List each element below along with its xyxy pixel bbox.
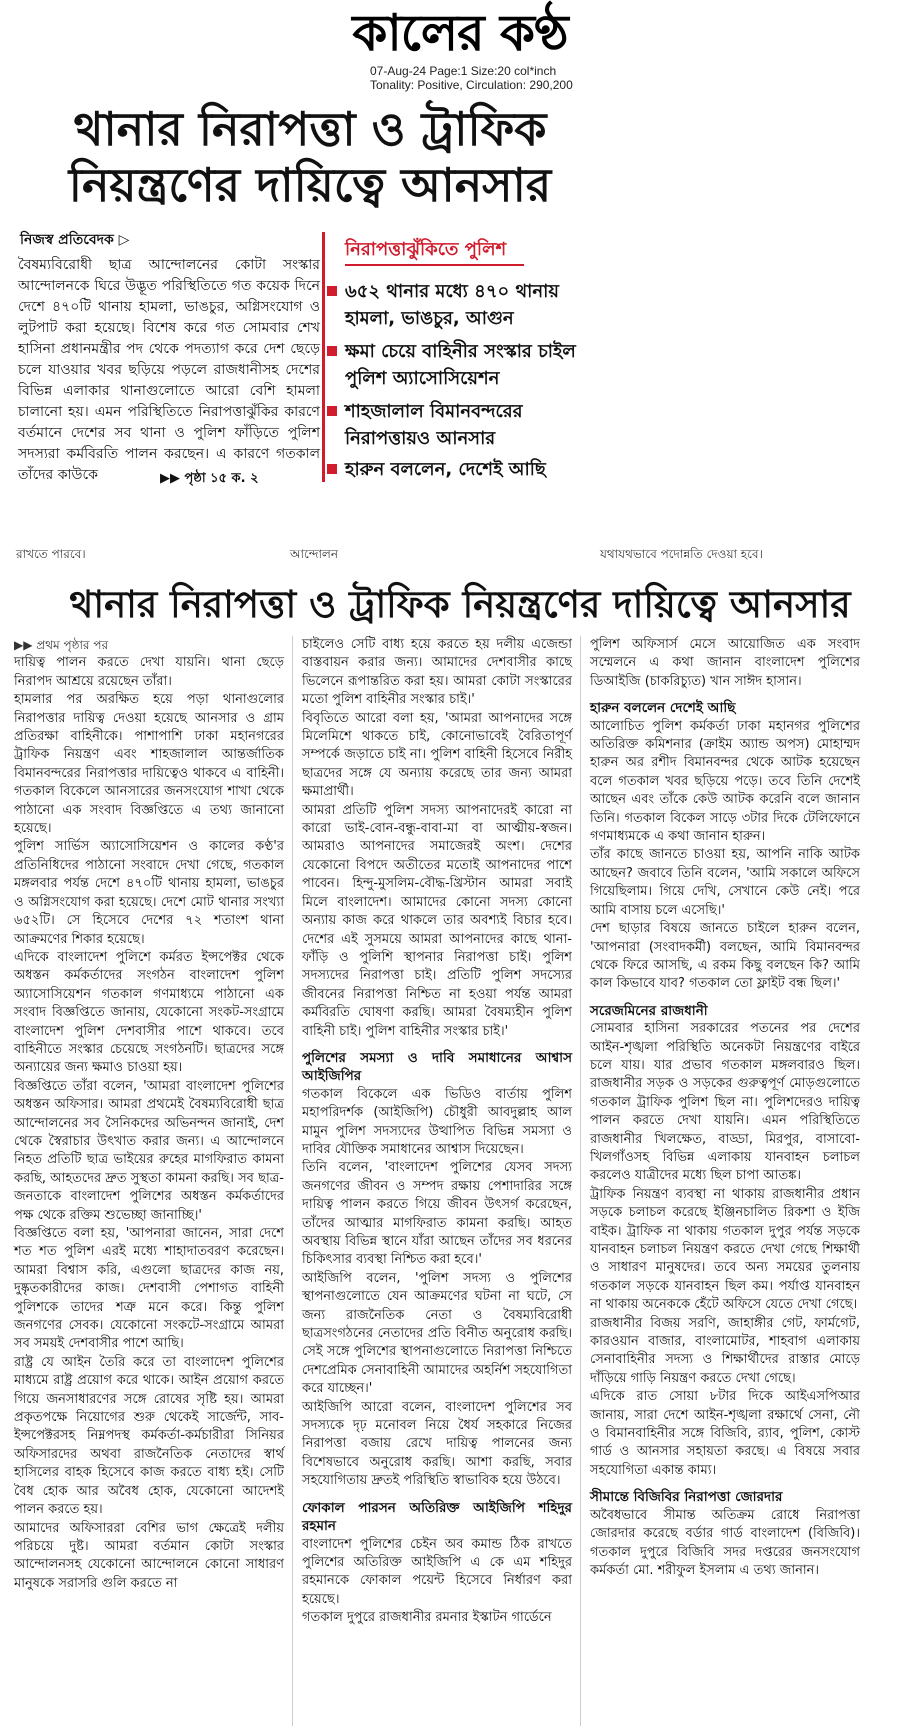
front-lead-text: বৈষম্যবিরোধী ছাত্র আন্দোলনের কোটা সংস্কার আন্দোলনকে ঘিরে উদ্ভূত পরিস্থিতিতে গত কয়েক দিনে দেশে ৪৭০টি থানায় হামলা, ভাঙচুর, অগ্নিসংযোগ ও লুটপাট করা হয়েছে। বিশেষ করে গত সোমবার শেখ হাসিনা প্রধানমন্ত্রীর পদ থেকে পদত্যাগ করে দেশ ছেড়ে চলে যাওয়ার খবর ছড়িয়ে পড়লে রাজধানীসহ দেশের বিভিন্ন এলাকার থানাগুলোতে আরো বেশি হামলা চালানো হয়। এমন পরিস্থিতিতে নিরাপত্তাঝুঁকির কারণে বর্তমানে দেশের সব থানা ও পুলিশ ফাঁড়িতে পুলিশ সদস্যরা কর্মবিরতি পালন করছেন। এ কারণে গতকাল তাঁদের কাউকে (18, 257, 320, 483)
paragraph: আলোচিত পুলিশ কর্মকর্তা ঢাকা মহানগর পুলিশের অতিরিক্ত কমিশনার (ক্রাইম অ্যান্ড অপস) মোহাম্মদ হারুন অর রশীদ বিমানবন্দর থেকে আটক হয়েছেন বলে গতকাল খবর ছড়িয়ে পড়ে। তবে তিনি দেশেই আছেন এবং তাঁকে কেউ আটক করেনি বলে জানান তিনি। গতকাল বিকেল সাড়ে ৩টার দিকে টেলিফোনে গণমাধ্যমকে এ কথা জানান হারুন। (590, 718, 860, 845)
paragraph: চাইলেও সেটি বাধ্য হয়ে করতে হয় দলীয় এজেন্ডা বাস্তবায়ন করার জন্য। আমাদের দেশবাসীর কাছে ভিলেনে রূপান্তরিত করা হয়। আমরা কোটা সংস্কারের মতো পুলিশ বাহিনীর সংস্কার চাই।' (302, 637, 572, 708)
highlight-bullet: শাহজালাল বিমানবন্দরের নিরাপত্তায়ও আনসার (345, 398, 595, 452)
paragraph: গতকাল দুপুরে রাজধানীর রমনার ইস্কাটন গার্ডেনে (302, 1610, 552, 1626)
paragraph: এদিকে বাংলাদেশ পুলিশে কর্মরত ইন্সপেক্টর থেকে অধস্তন কর্মকর্তাদের সংগঠন বাংলাদেশ পুলিশ অ্যাসোসিয়েশন গতকাল গণমাধ্যমে পাঠানো এক সংবাদ বিজ্ঞপ্তিতে জানায়, যেকোনো সংকট-সংগ্রামে বাংলাদেশ পুলিশ দেশবাসীর পাশে থাকবে। তবে বাহিনীতে সংস্কার চেয়েছে সংগঠনটি। ছাত্রদের সঙ্গে অন্যায়ের জন্য ক্ষমাও চাওয়া হয়। (14, 949, 284, 1076)
meta-line-2: Tonality: Positive, Circulation: 290,200 (370, 78, 573, 92)
paragraph: গতকাল বিকেলে এক ভিডিও বার্তায় পুলিশ মহাপরিদর্শক (আইজিপি) চৌধুরী আবদুল্লাহ আল মামুন পুলিশ সদস্যদের উত্থাপিত বিভিন্ন সমস্যা ও দাবির যৌক্তিক সমাধানের আশ্বাস দিয়েছেন। (302, 1086, 572, 1157)
paragraph: আইজিপি আরো বলেন, বাংলাদেশ পুলিশের সব সদস্যকে দৃঢ় মনোবল নিয়ে ধৈর্য সহকারে নিজের নিরাপত্তা বজায় রেখে দায়িত্ব পালনের জন্য বিশেষভাবে অনুরোধ করছি। আশা করছি, সবার সহযোগিতায় দ্রুতই পরিস্থিতি স্বাভাবিক হয়ে উঠবে। (302, 1399, 572, 1489)
reporter-byline: নিজস্ব প্রতিবেদক ▷ (20, 232, 130, 248)
cut-text-mid: আন্দোলন (290, 547, 339, 561)
front-headline-line-1: থানার নিরাপত্তা ও ট্রাফিক (73, 102, 547, 156)
subheading-focal-person: ফোকাল পারসন অতিরিক্ত আইজিপি শহিদুর রহমান (302, 1499, 572, 1535)
cut-text-left: রাখতে পারবে। (16, 547, 86, 561)
cut-text-right: যথাযথভাবে পদোন্নতি দেওয়া হবে। (600, 547, 763, 561)
column-divider (580, 636, 581, 1726)
paragraph: সোমবার হাসিনা সরকারের পতনের পর দেশের আইন-শৃঙ্খলা পরিস্থিতি অনেকটা নিয়ন্ত্রণের বাইরে চলে যায়। যার প্রভাব গতকাল মঙ্গলবারও ছিল। রাজধানীর সড়ক ও সড়কের গুরুত্বপূর্ণ মোড়গুলোতে গতকাল ট্রাফিক পুলিশ ছিল না। পুলিশদেরও দায়িত্ব পালন করতে দেখা যায়নি। এমন পরিস্থিতিতে রাজধানীর খিলক্ষেত, বাড্ডা, মিরপুর, বাসাবো-খিলগাঁওসহ বিভিন্ন এলাকায় যানবাহন চলাচল করলেও যাত্রীদের মধ্যে ছিল চাপা আতঙ্ক। (590, 1021, 860, 1184)
paragraph: বাংলাদেশ পুলিশের চেইন অব কমান্ড ঠিক রাখতে পুলিশের অতিরিক্ত আইজিপি এ কে এম শহিদুর রহমানকে ফোকাল পয়েন্ট হিসেবে নির্ধারণ করা হয়েছে। (302, 1536, 572, 1607)
paragraph: বিবৃতিতে আরো বলা হয়, 'আমরা আপনাদের সঙ্গে মিলেমিশে থাকতে চাই, কোনোভাবেই বৈরিতাপূর্ণ সম্পর্কে জড়াতে চাই না। পুলিশ বাহিনী হিসেবে নিরীহ ছাত্রদের সঙ্গে যে অন্যায় করেছে তার জন্য আমরা ক্ষমাপ্রার্থী। (302, 710, 572, 800)
paragraph: আইজিপি বলেন, 'পুলিশ সদস্য ও পুলিশের স্থাপনাগুলোতে যেন আক্রমণের ঘটনা না ঘটে, সে জন্য রাজনৈতিক নেতা ও বৈষম্যবিরোধী ছাত্রসংগঠনের নেতাদের প্রতি বিনীত অনুরোধ করছি। সেই সঙ্গে পুলিশের স্থাপনাগুলোতে নিরাপত্তা নিশ্চিতে দেশপ্রেমিক সেনাবাহিনী আমাদের অহর্নিশ সহযোগিতা করে যাচ্ছেন।' (302, 1270, 572, 1397)
article-column-3 (590, 636, 860, 1580)
paragraph: তিনি বলেন, 'বাংলাদেশ পুলিশের যেসব সদস্য জনগণের জীবন ও সম্পদ রক্ষায় পেশাদারির সঙ্গে দায়িত্ব পালন করতে গিয়ে জীবন উৎসর্গ করেছেন, তাঁদের আত্মার মাগফিরাত কামনা করছি। আহত অবস্থায় বিভিন্ন স্থানে যাঁরা আছেন তাঁদের সব ধরনের চিকিৎসার ব্যবস্থা নিশ্চিত করা হবে।' (302, 1160, 572, 1268)
subheading-capital: সরেজমিনের রাজধানী (590, 1002, 708, 1019)
paragraph: দেশ ছাড়ার বিষয়ে জানতে চাইলে হারুন বলেন, 'আপনারা (সংবাদকর্মী) বলছেন, আমি বিমানবন্দর থেকে ফিরে আসছি, এ রকম কিছু বলছেন কি? আমি কাল কিভাবে যাব? গতকাল তো ফ্লাইট বন্ধ ছিল।' (590, 921, 860, 992)
paragraph: অবৈধভাবে সীমান্ত অতিক্রম রোধে নিরাপত্তা জোরদার করেছে বর্ডার গার্ড বাংলাদেশ (বিজিবি)। গতকাল দুপুরে বিজিবি সদর দপ্তরের জনসংযোগ কর্মকর্তা মো. শরীফুল ইসলাম এ তথ্য জানান। (590, 1507, 860, 1578)
subheading-border: সীমান্তে বিজিবির নিরাপত্তা জোরদার (590, 1489, 783, 1506)
masthead-logo: কালের কণ্ঠ (352, 3, 568, 62)
article-column-2 (302, 636, 572, 1628)
paragraph: পুলিশ সার্ভিস অ্যাসোসিয়েশন ও কালের কণ্ঠ'র প্রতিনিধিদের পাঠানো সংবাদে দেখা গেছে, গতকাল মঙ্গলবার পর্যন্ত দেশে ৪৭০টি থানায় হামলা, ভাঙচুর ও অগ্নিসংযোগ করা হয়েছে। দেশে মোট থানার সংখ্যা ৬৫২টি। সে হিসেবে দেশের ৭২ শতাংশ থানা আক্রমণের শিকার হয়েছে। (14, 839, 284, 947)
highlight-bullet: ক্ষমা চেয়ে বাহিনীর সংস্কার চাইল পুলিশ অ্যাসোসিয়েশন (345, 338, 595, 392)
subheading-igp: পুলিশের সমস্যা ও দাবি সমাধানের আশ্বাস আইজিপির (302, 1049, 572, 1085)
column-divider (292, 636, 293, 1726)
highlight-bullet: হারুন বললেন, দেশেই আছি (345, 456, 595, 483)
paragraph: রাজধানীর বিজয় সরণি, জাহাঙ্গীর গেট, ফার্মগেট, কারওয়ান বাজার, বাংলামোটর, শাহবাগ এলাকায় সেনাবাহিনীর সদস্য ও শিক্ষার্থীদের রাস্তার মোড়ে দাঁড়িয়ে গাড়ি নিয়ন্ত্রণ করতে দেখা গেছে। (590, 1315, 860, 1386)
highlight-bullet: ৬৫২ থানার মধ্যে ৪৭০ থানায় হামলা, ভাঙচুর, আগুন (345, 278, 595, 332)
subheading-harun: হারুন বললেন দেশেই আছি (590, 700, 736, 717)
continued-jump: ▶▶ পৃষ্ঠা ১৫ ক. ২ (160, 471, 259, 486)
paragraph: পুলিশ অফিসার্স মেসে আয়োজিত এক সংবাদ সম্মেলনে এ কথা জানান বাংলাদেশ পুলিশের ডিআইজি (চাকরিচ্যুত) খান সাঈদ হাসান। (590, 637, 860, 689)
paragraph: তাঁর কাছে জানতে চাওয়া হয়, আপনি নাকি আটক আছেন? জবাবে তিনি বলেন, 'আমি সকালে অফিসে গিয়েছিলাম। গিয়ে দেখি, সেখানে কেউ নেই। পরে আমি বাসায় চলে এসেছি।' (590, 847, 860, 918)
paragraph: এদিকে রাত সোয়া ৮টার দিকে আইএসপিআর জানায়, সারা দেশে আইন-শৃঙ্খলা রক্ষার্থে সেনা, নৌ ও বিমানবাহিনীর সঙ্গে বিজিবি, র‍্যাব, পুলিশ, কোস্ট গার্ড ও আনসার সহায়তা করছে। এ বিষয়ে সবার সহযোগিতা একান্ত কাম্য। (590, 1389, 860, 1478)
paragraph: আমাদের অফিসাররা বেশির ভাগ ক্ষেত্রেই দলীয় পরিচয়ে দুষ্ট। আমরা বর্তমান কোটা সংস্কার আন্দোলনসহ যেকোনো আন্দোলনে কোনো সাধারণ মানুষকে সরাসরি গুলি করতে না (14, 1520, 284, 1591)
paragraph: আমরা প্রতিটি পুলিশ সদস্য আপনাদেরই কারো না কারো ভাই-বোন-বন্ধু-বাবা-মা বা আত্মীয়-স্বজন। আমরাও আপনাদের সমাজেরই অংশ। দেশের যেকোনো বিপদে অতীতের মতোই আপনাদের পাশে পাবেন। হিন্দু-মুসলিম-বৌদ্ধ-খ্রিস্টান আমরা সবাই মিলে বাংলাদেশ। আমাদের কোনো সদস্য কোনো অন্যায় কাজ করে থাকলে তার অবশ্যই বিচার হবে। দেশের এই সুসময়ে আমরা আপনাদের কাছে থানা-ফাঁড়ি ও পুলিশি স্থাপনার নিরাপত্তা চাই। পুলিশ সদস্যদের নিরাপত্তা চাই। প্রতিটি পুলিশ সদস্যের জীবনের নিরাপত্তা নিশ্চিত না হওয়া পর্যন্ত আমরা কর্মবিরতি ঘোষণা করছি। আমরা বৈষম্যহীন পুলিশ বাহিনী চাই। পুলিশ বাহিনীর সংস্কার চাই।' (302, 802, 572, 1039)
paragraph: দায়িত্ব পালন করতে দেখা যায়নি। থানা ছেড়ে নিরাপদ আশ্রয়ে রয়েছেন তাঁরা। (14, 655, 284, 689)
paragraph: বিজ্ঞপ্তিতে তাঁরা বলেন, 'আমরা বাংলাদেশ পুলিশের অধস্তন অফিসার। আমরা প্রথমেই বৈষম্যবিরোধী ছাত্র আন্দোলনের সব সৈনিকদের অভিনন্দন জানাই, দেশ থেকে স্বৈরাচার উৎখাত করার জন্য। এ আন্দোলনে নিহত প্রতিটি ছাত্র ভাইয়ের রুহের মাগফিরাত কামনা করছি, আহতদের দ্রুত সুস্থতা কামনা করছি। সব ছাত্র-জনতাকে বাংলাদেশ পুলিশের অধস্তন কর্মকর্তাদের পক্ষ থেকে রক্তিম শুভেচ্ছা জানাচ্ছি।' (14, 1078, 284, 1223)
article-column-1 (14, 636, 284, 1593)
clipping-meta (370, 64, 573, 92)
paragraph: রাষ্ট্র যে আইন তৈরি করে তা বাংলাদেশ পুলিশের মাধ্যমে রাষ্ট্র প্রয়োগ করে থাকে। আইন প্রয়োগ করতে গিয়ে জনসাধারণের সঙ্গে রোষের সৃষ্টি হয়। আমরা প্রকৃতপক্ষে নিয়োগের শুরু থেকেই সার্জেন্ট, সাব-ইন্সপেক্টরসহ নিম্নপদস্থ কর্মকর্তা-কর্মচারীরা সিনিয়র অফিসারদের অথবা রাজনৈতিক নেতাদের স্বার্থ হাসিলের বাহক হিসেবে কাজ করতে বাধ্য হই। সেটি বৈধ হোক আর অবৈধ হোক, যেকোনো আদেশই পালন করতে হয়। (14, 1354, 284, 1518)
front-headline-line-2: নিয়ন্ত্রণের দায়িত্বে আনসার (68, 158, 552, 212)
meta-line-1: 07-Aug-24 Page:1 Size:20 col*inch (370, 64, 557, 78)
continued-from-label: ▶▶ প্রথম পৃষ্ঠার পর (14, 638, 109, 652)
paragraph: ট্রাফিক নিয়ন্ত্রণ ব্যবস্থা না থাকায় রাজধানীর প্রধান সড়কে চলাচল করেছে ইঞ্জিনচালিত রিকশা ও ইজি বাইক। ট্রাফিক না থাকায় গতকাল দুপুর পর্যন্ত সড়কে যানবাহন চলাচল নিয়ন্ত্রণ করতে দেখা গেছে শিক্ষার্থী ও সাধারণ মানুষদের। তবে অন্য সময়ের তুলনায় গতকাল সড়কে যানবাহন ছিল কম। পর্যাপ্ত যানবাহন না থাকায় অনেককে হেঁটে অফিসে যেতে দেখা গেছে। (590, 1186, 860, 1313)
continued-headline: থানার নিরাপত্তা ও ট্রাফিক নিয়ন্ত্রণের দায়িত্বে আনসার (69, 582, 851, 626)
paragraph: হামলার পর অরক্ষিত হয়ে পড়া থানাগুলোর নিরাপত্তার দায়িত্ব দেওয়া হয়েছে আনসার ও গ্রাম প্রতিরক্ষা বাহিনীকে। পাশাপাশি ঢাকা মহানগরের ট্রাফিক নিয়ন্ত্রণ এবং শাহজালাল আন্তর্জাতিক বিমানবন্দরের নিরাপত্তার দায়িত্বেও থাকবে এ বাহিনী। গতকাল বিকেলে আনসারের জনসংযোগ শাখা থেকে পাঠানো এক সংবাদ বিজ্ঞপ্তিতে এ তথ্য জানানো হয়েছে। (14, 692, 284, 837)
highlights-title: নিরাপত্তাঝুঁকিতে পুলিশ (345, 236, 524, 266)
paragraph: বিজ্ঞপ্তিতে বলা হয়, 'আপনারা জানেন, সারা দেশে শত শত পুলিশ এরই মধ্যে শাহাদাতবরণ করেছেন। আমরা বিশ্বাস করি, এগুলো ছাত্রদের কাজ নয়, দুষ্কৃতকারীদের কাজ। দেশবাসী পেশাগত বাহিনী পুলিশকে তাদের শত্রু মনে করে। কিন্তু পুলিশ জনগণের সেবক। যেকোনো সংকটে-সংগ্রামে আমরা সব সময়ই দেশবাসীর পাশে আছি। (14, 1226, 284, 1352)
